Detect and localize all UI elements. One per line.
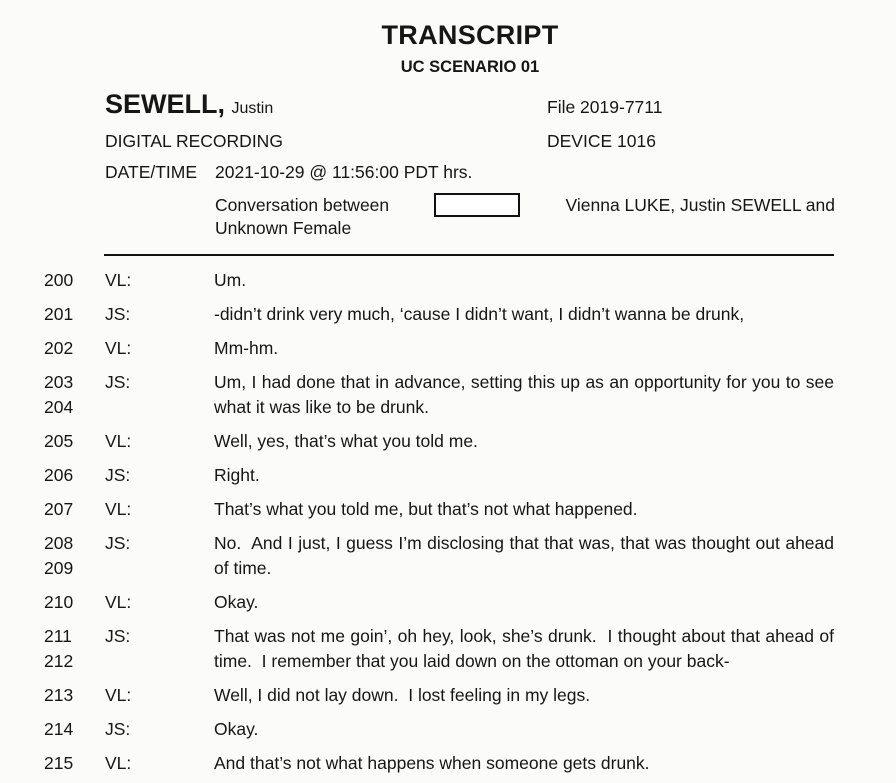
line-numbers: 207 bbox=[44, 499, 74, 519]
speaker-label: VL: bbox=[105, 431, 132, 451]
speaker-label: JS: bbox=[105, 626, 131, 646]
conversation-participants bbox=[215, 193, 835, 239]
utterance-text: No. And I just, I guess I’m disclosing that that was, that was thought out ahead of time. bbox=[214, 533, 839, 578]
utterance-text: Well, yes, that’s what you told me. bbox=[214, 431, 478, 451]
utterance-text: Right. bbox=[214, 465, 260, 485]
line-numbers: 213 bbox=[44, 685, 74, 705]
document-title: TRANSCRIPT bbox=[381, 20, 559, 50]
datetime-value: 2021-10-29 @ 11:56:00 PDT hrs. bbox=[215, 162, 473, 182]
subject-given-name: Justin bbox=[231, 100, 274, 117]
speaker-label: JS: bbox=[105, 533, 131, 553]
subject-surname: SEWELL, bbox=[105, 89, 225, 119]
line-numbers: 202 bbox=[44, 338, 74, 358]
line-numbers: 211 212 bbox=[44, 626, 74, 671]
speaker-label: VL: bbox=[105, 592, 132, 612]
speaker-label: VL: bbox=[105, 685, 132, 705]
line-numbers: 214 bbox=[44, 719, 74, 739]
utterance-text: -didn’t drink very much, ‘cause I didn’t want, I didn’t wanna be drunk, bbox=[214, 304, 745, 324]
transcript-entry bbox=[0, 336, 896, 361]
utterance-text: Mm-hm. bbox=[214, 338, 279, 358]
utterance-text: That’s what you told me, but that’s not what happened. bbox=[214, 499, 638, 519]
utterance-text: And that’s not what happens when someone gets drunk. bbox=[214, 753, 650, 773]
speaker-label: JS: bbox=[105, 719, 131, 739]
line-numbers: 205 bbox=[44, 431, 74, 451]
speaker-label: JS: bbox=[105, 465, 131, 485]
subject-name bbox=[105, 89, 273, 120]
utterance-text: Okay. bbox=[214, 719, 259, 739]
transcript-entry bbox=[0, 463, 896, 488]
speaker-label: VL: bbox=[105, 499, 132, 519]
speaker-label: JS: bbox=[105, 372, 131, 392]
transcript-entry bbox=[0, 429, 896, 454]
speaker-label: VL: bbox=[105, 338, 132, 358]
transcript-entry bbox=[0, 497, 896, 522]
transcript-entry bbox=[0, 590, 896, 615]
line-numbers: 203 204 bbox=[44, 372, 74, 417]
transcript-entry bbox=[0, 268, 896, 293]
line-numbers: 201 bbox=[44, 304, 74, 324]
transcript-entry bbox=[0, 717, 896, 742]
line-numbers: 215 bbox=[44, 753, 74, 773]
document-subtitle: UC SCENARIO 01 bbox=[400, 58, 540, 76]
utterance-text: That was not me goin’, oh hey, look, she’s drunk. I thought about that ahead of time. I remember that you laid down on the ottoman on your back- bbox=[214, 626, 839, 671]
speaker-label: VL: bbox=[105, 270, 132, 290]
transcript-body bbox=[0, 268, 896, 776]
file-number: File 2019-7711 bbox=[547, 97, 663, 117]
conversation-prefix: Conversation between bbox=[215, 195, 390, 215]
datetime-label: DATE/TIME bbox=[105, 162, 198, 182]
header-divider bbox=[104, 254, 834, 256]
line-numbers: 210 bbox=[44, 592, 74, 612]
transcript-entry bbox=[0, 624, 896, 674]
device-number: DEVICE 1016 bbox=[547, 131, 656, 151]
recording-type: DIGITAL RECORDING bbox=[105, 131, 283, 151]
conversation-line2: Unknown Female bbox=[215, 218, 352, 238]
utterance-text: Um. bbox=[214, 270, 247, 290]
transcript-entry bbox=[0, 531, 896, 581]
transcript-entry bbox=[0, 370, 896, 420]
line-numbers: 206 bbox=[44, 465, 74, 485]
transcript-entry bbox=[0, 751, 896, 776]
utterance-text: Well, I did not lay down. I lost feeling in my legs. bbox=[214, 685, 591, 705]
conversation-names: Vienna LUKE, Justin SEWELL and bbox=[565, 195, 835, 215]
line-numbers: 208 209 bbox=[44, 533, 74, 578]
transcript-entry bbox=[0, 683, 896, 708]
transcript-entry bbox=[0, 302, 896, 327]
speaker-label: JS: bbox=[105, 304, 131, 324]
utterance-text: Um, I had done that in advance, setting this up as an opportunity for you to see what it was like to be drunk. bbox=[214, 372, 839, 417]
utterance-text: Okay. bbox=[214, 592, 259, 612]
line-numbers: 200 bbox=[44, 270, 74, 290]
redaction-box bbox=[434, 193, 520, 217]
speaker-label: VL: bbox=[105, 753, 132, 773]
